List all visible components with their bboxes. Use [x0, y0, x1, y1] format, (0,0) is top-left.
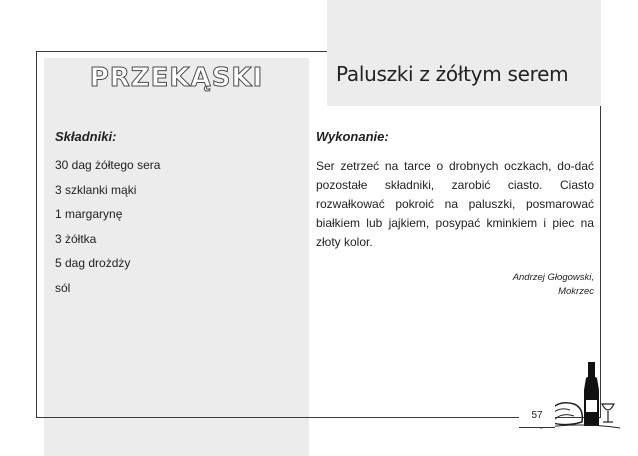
- method-text: Ser zetrzeć na tarce o drobnych oczkach, do-dać pozostałe składniki, zarobić ciasto. Ciasto rozwałkować pokroić na paluszki, posmarować białkiem lub jajkiem, posypać kminkiem i piec na złoty kolor.: [316, 159, 594, 249]
- ingredients-heading: Składniki:: [55, 129, 117, 144]
- author-credit: [513, 271, 594, 299]
- section-label: PRZEKĄSKI: [89, 63, 264, 93]
- list-item: 5 dag drożdży: [55, 256, 131, 271]
- list-item: 3 szklanki mąki: [55, 182, 137, 197]
- title-background-top: [327, 0, 601, 51]
- list-item: sól: [55, 280, 71, 295]
- list-item: 30 dag żółtego sera: [55, 158, 161, 172]
- page-number: 57: [519, 405, 555, 428]
- recipe-title: Paluszki z żółtym serem: [336, 62, 569, 86]
- author-name: Andrzej Głogowski,: [512, 272, 594, 283]
- author-place: Mokrzec: [558, 286, 594, 297]
- list-item: 1 margarynę: [55, 207, 123, 222]
- method-heading: Wykonanie:: [316, 129, 389, 144]
- list-item: 3 żółtka: [55, 231, 97, 246]
- ingredients-list: [55, 157, 160, 305]
